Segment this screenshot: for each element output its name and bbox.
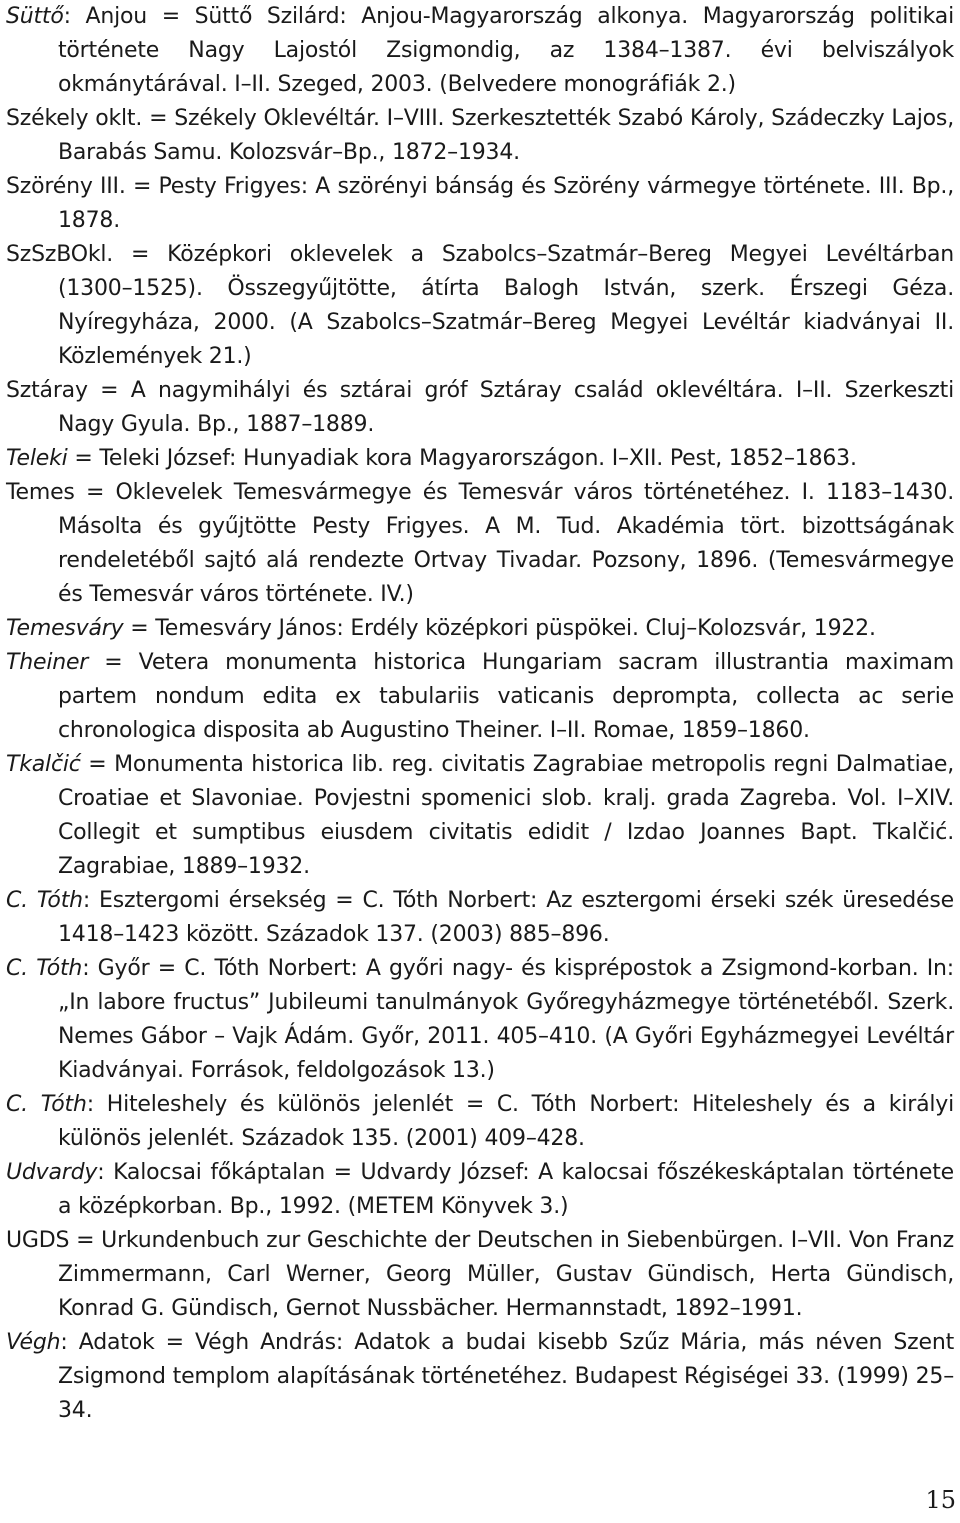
bibliography-entry bbox=[6, 748, 954, 884]
entry-text: = Temesváry János: Erdély középkori püspökei. Cluj–Kolozsvár, 1922. bbox=[123, 616, 876, 641]
entry-key: Végh bbox=[6, 1330, 61, 1355]
bibliography-entry bbox=[6, 238, 954, 374]
entry-text: SzSzBOkl. = Középkori oklevelek a Szabolcs–Szatmár–Bereg Megyei Levéltárban (1300–1525). Összegyűjtötte, átírta Balogh István, szerk. Érszegi Géza. Nyíregyháza, 2000. (A Szabolcs–Szatmár–Bereg Megyei Levéltár kiadványai II. Közlemények 21.) bbox=[6, 242, 954, 369]
page-number: 15 bbox=[925, 1486, 956, 1514]
entry-text: : Győr = C. Tóth Norbert: A győri nagy- és kisprépostok a Zsigmond-korban. In: „In labore fructus” Jubileumi tanulmányok Győregyházmegye történetéből. Szerk. Nemes Gábor – Vajk Ádám. Győr, 2011. 405–410. (A Győri Egyházmegyei Levéltár Kiadványai. Források, feldolgozások 13.) bbox=[58, 956, 954, 1083]
bibliography-entry bbox=[6, 646, 954, 748]
entry-text: Szörény III. = Pesty Frigyes: A szörényi bánság és Szörény vármegye története. III. Bp., 1878. bbox=[6, 174, 954, 233]
entry-text: : Anjou = Süttő Szilárd: Anjou-Magyarország alkonya. Magyarország politikai története Nagy Lajostól Zsigmondig, az 1384–1387. évi belviszályok okmánytárával. I–II. Szeged, 2003. (Belvedere monográfiák 2.) bbox=[58, 4, 954, 97]
entry-key: Theiner bbox=[6, 650, 89, 675]
entry-text: Sztáray = A nagymihályi és sztárai gróf Sztáray család oklevéltára. I–II. Szerkeszti Nagy Gyula. Bp., 1887–1889. bbox=[6, 378, 954, 437]
bibliography-list bbox=[6, 0, 954, 1428]
entry-key: C. Tóth bbox=[6, 1092, 87, 1117]
entry-text: : Hiteleshely és különös jelenlét = C. Tóth Norbert: Hiteleshely és a királyi különös jelenlét. Századok 135. (2001) 409–428. bbox=[58, 1092, 954, 1151]
entry-key: Tkalčić bbox=[6, 752, 81, 777]
bibliography-entry bbox=[6, 170, 954, 238]
bibliography-entry bbox=[6, 442, 954, 476]
bibliography-page bbox=[6, 0, 954, 1428]
entry-key: C. Tóth bbox=[6, 956, 83, 981]
entry-text: Temes = Oklevelek Temesvármegye és Temesvár város történetéhez. I. 1183–1430. Másolta és gyűjtötte Pesty Frigyes. A M. Tud. Akadémia tört. bizottságának rendeletéből sajtó alá rendezte Ortvay Tivadar. Pozsony, 1896. (Temesvármegye és Temesvár város története. IV.) bbox=[6, 480, 954, 607]
entry-text: = Teleki József: Hunyadiak kora Magyarországon. I–XII. Pest, 1852–1863. bbox=[67, 446, 857, 471]
bibliography-entry bbox=[6, 0, 954, 102]
bibliography-entry bbox=[6, 1224, 954, 1326]
bibliography-entry bbox=[6, 952, 954, 1088]
entry-text: Székely oklt. = Székely Oklevéltár. I–VIII. Szerkesztették Szabó Károly, Szádeczky Lajos, Barabás Samu. Kolozsvár–Bp., 1872–1934. bbox=[6, 106, 954, 165]
entry-key: Teleki bbox=[6, 446, 68, 471]
entry-text: : Adatok = Végh András: Adatok a budai kisebb Szűz Mária, más néven Szent Zsigmond templom alapításának történetéhez. Budapest Régiségei 33. (1999) 25–34. bbox=[58, 1330, 954, 1423]
entry-text: : Esztergomi érsekség = C. Tóth Norbert: Az esztergomi érseki szék üresedése 1418–1423 között. Századok 137. (2003) 885–896. bbox=[58, 888, 954, 947]
bibliography-entry bbox=[6, 1326, 954, 1428]
bibliography-entry bbox=[6, 1156, 954, 1224]
entry-key: C. Tóth bbox=[6, 888, 83, 913]
bibliography-entry bbox=[6, 374, 954, 442]
entry-key: Temesváry bbox=[6, 616, 124, 641]
bibliography-entry bbox=[6, 612, 954, 646]
bibliography-entry bbox=[6, 884, 954, 952]
entry-key: Udvardy bbox=[6, 1160, 98, 1185]
bibliography-entry bbox=[6, 476, 954, 612]
entry-text: = Monumenta historica lib. reg. civitatis Zagrabiae metropolis regni Dalmatiae, Croatiae et Slavoniae. Povjestni spomenici slob. kralj. grada Zagreba. Vol. I–XIV. Collegit et sumptibus eiusdem civitatis edidit / Izdao Joannes Bapt. Tkalčić. Zagrabiae, 1889–1932. bbox=[58, 752, 954, 879]
bibliography-entry bbox=[6, 102, 954, 170]
entry-text: : Kalocsai főkáptalan = Udvardy József: A kalocsai főszékeskáptalan története a középkorban. Bp., 1992. (METEM Könyvek 3.) bbox=[58, 1160, 954, 1219]
bibliography-entry bbox=[6, 1088, 954, 1156]
entry-text: UGDS = Urkundenbuch zur Geschichte der Deutschen in Siebenbürgen. I–VII. Von Franz Zimmermann, Carl Werner, Georg Müller, Gustav Gündisch, Herta Gündisch, Konrad G. Gündisch, Gernot Nussbächer. Hermannstadt, 1892–1991. bbox=[6, 1228, 954, 1321]
entry-text: = Vetera monumenta historica Hungariam sacram illustrantia maximam partem nondum edita ex tabulariis vaticanis deprompta, collecta ac serie chronologica disposita ab Augustino Theiner. I–II. Romae, 1859–1860. bbox=[58, 650, 954, 743]
entry-key: Süttő bbox=[6, 4, 64, 29]
